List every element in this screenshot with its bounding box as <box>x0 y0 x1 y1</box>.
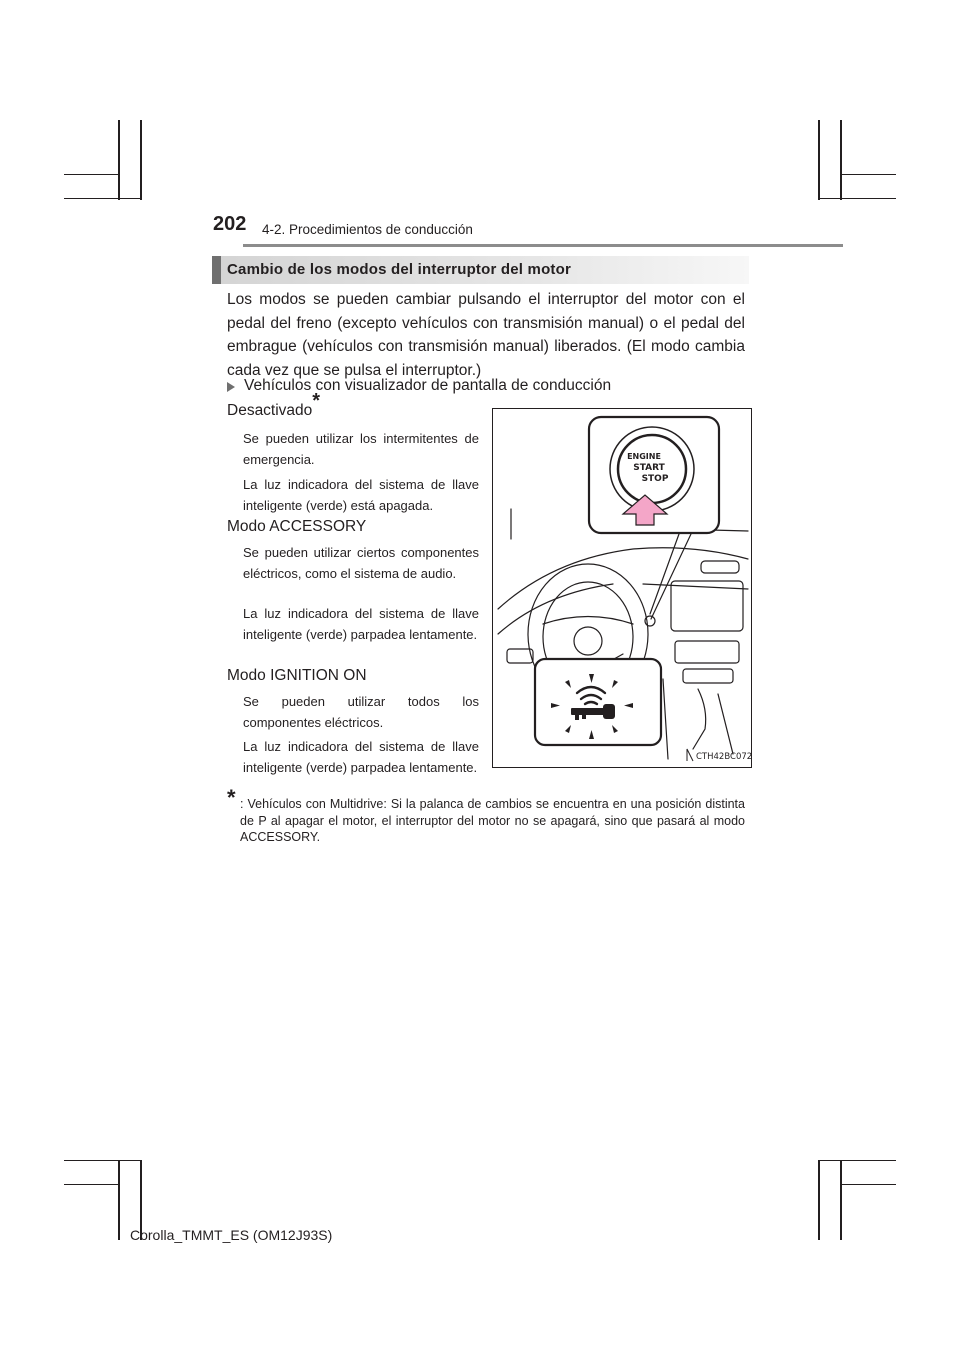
leader-line <box>650 534 679 614</box>
mode-title-text: Desactivado <box>227 402 313 419</box>
intro-paragraph: Los modos se pueden cambiar pulsando el interruptor del motor con el pedal del freno (excepto vehículos con transmisión manual) o el pedal del embrague (vehículos con transmisión manual) liberados. (El modo cambia cada vez que se pulsa el interruptor.) <box>227 291 745 380</box>
crop-mark <box>64 1184 120 1185</box>
figure-code-mark <box>687 749 693 761</box>
running-head: 4-2. Procedimientos de conducción <box>262 222 473 237</box>
page-number: 202 <box>213 213 247 235</box>
mode-title-ignition-on: Modo IGNITION ON <box>227 667 367 684</box>
crop-mark <box>818 120 820 200</box>
footnote-text: : Vehículos con Multidrive: Si la palanca de cambios se encuentra en una posición distinta de P al apagar el motor, el interruptor del motor no se apagará, sino que pasará al modo ACCESSORY. <box>240 797 745 844</box>
footnote-mark: * <box>227 785 236 810</box>
mode-desc: La luz indicadora del sistema de llave inteligente (verde) parpadea lentamente. <box>243 739 479 775</box>
section-bar-marker <box>212 256 221 284</box>
crop-mark <box>64 1160 142 1161</box>
crop-mark <box>840 1184 896 1185</box>
engine-button-text: STOP <box>641 474 669 484</box>
mode-desc: Se pueden utilizar todos los componentes eléctricos. <box>243 694 479 730</box>
section-title-bar <box>212 256 749 284</box>
dashboard-drawing <box>493 409 751 767</box>
crop-mark <box>840 1160 842 1240</box>
console-edge <box>718 694 733 754</box>
footnote <box>227 785 745 846</box>
air-vent <box>701 561 739 573</box>
dashboard-illustration <box>492 408 752 768</box>
header-rule <box>243 244 843 247</box>
triangle-bullet-icon <box>227 382 235 392</box>
mode-title-off <box>227 389 321 420</box>
engine-button-text: ENGINE <box>627 452 661 461</box>
shift-lever <box>693 689 706 749</box>
figure-code: CTH42BC072 <box>696 752 751 762</box>
crop-mark <box>118 120 120 200</box>
mode-desc: Se pueden utilizar los intermitentes de emergencia. <box>243 431 479 467</box>
crop-mark <box>818 1160 896 1161</box>
climate-panel <box>675 641 739 663</box>
engine-button-text: START <box>633 463 665 473</box>
crop-mark <box>818 1160 820 1240</box>
crop-mark <box>64 198 142 199</box>
dash-outline <box>498 584 613 634</box>
asterisk-mark: * <box>312 389 321 412</box>
mode-desc: La luz indicadora del sistema de llave inteligente (verde) está apagada. <box>243 477 479 513</box>
subhead-text: Vehículos con visualizador de pantalla de conducción <box>244 377 612 394</box>
key-indicator-callout <box>535 659 661 745</box>
crop-mark <box>118 1160 120 1240</box>
crop-mark <box>64 174 120 175</box>
footer-text: Corolla_TMMT_ES (OM12J93S) <box>130 1227 333 1243</box>
crop-mark <box>840 174 896 175</box>
steering-hub <box>574 627 602 655</box>
crop-mark <box>140 120 142 200</box>
crop-mark <box>818 198 896 199</box>
console-slot <box>683 669 733 683</box>
mode-desc: La luz indicadora del sistema de llave inteligente (verde) parpadea lentamente. <box>243 606 479 642</box>
crop-mark <box>840 120 842 200</box>
section-title: Cambio de los modos del interruptor del motor <box>227 261 572 278</box>
mode-title-accessory: Modo ACCESSORY <box>227 518 367 535</box>
console-edge <box>663 679 668 759</box>
mode-desc: Se pueden utilizar ciertos componentes eléctricos, como el sistema de audio. <box>243 545 479 581</box>
steering-spoke <box>543 617 633 625</box>
